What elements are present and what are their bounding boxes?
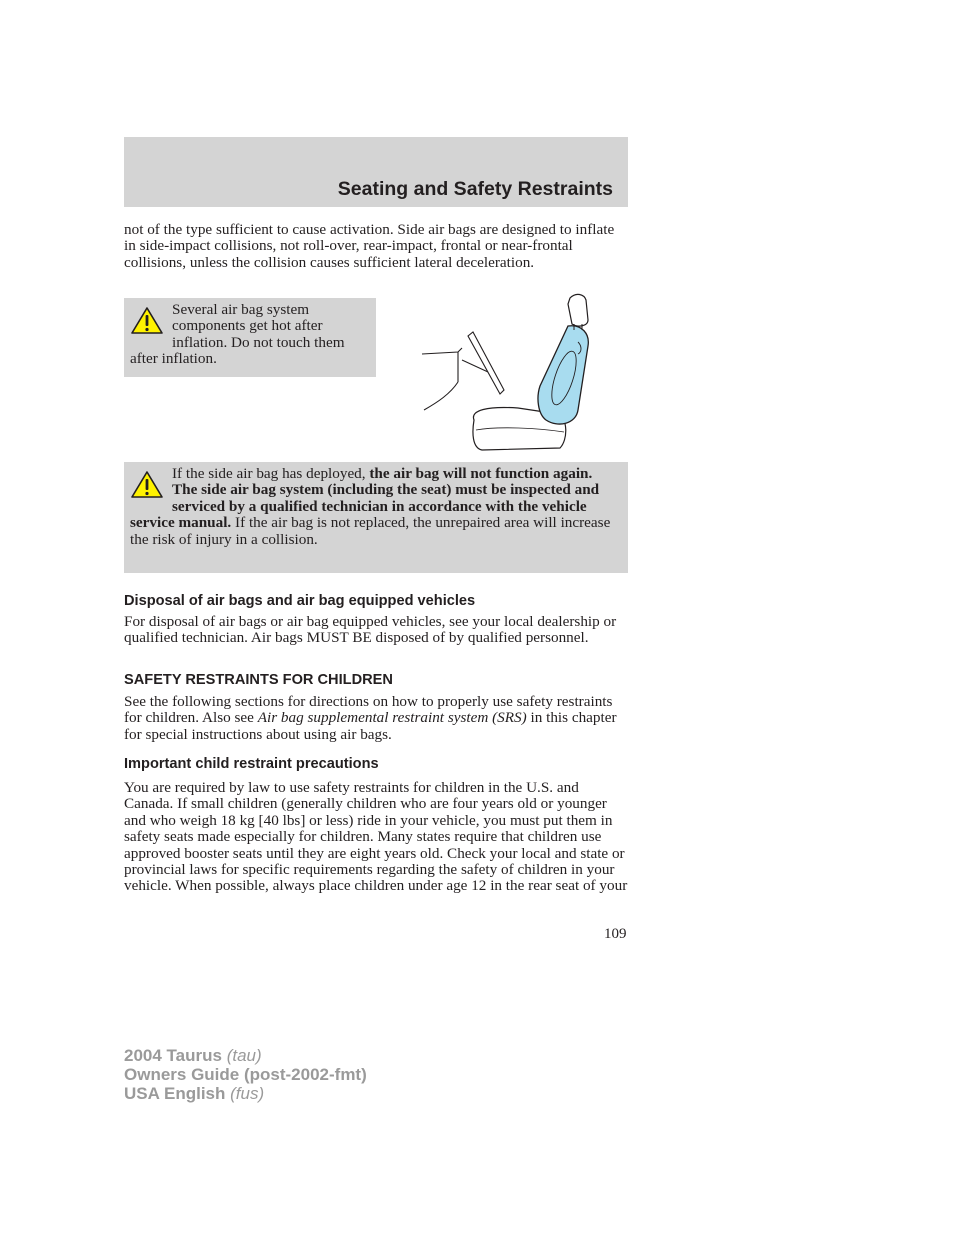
warning-text-part1: If the side air bag has deployed, [172, 465, 370, 482]
footer-info [124, 1046, 367, 1103]
warning-triangle-icon [130, 470, 164, 500]
warning-box-hot-components [124, 298, 376, 377]
footer-model: 2004 Taurus [124, 1046, 222, 1065]
srs-reference: Air bag supplemental restraint system (SRS) [257, 709, 527, 727]
footer-guide: Owners Guide (post-2002-fmt) [124, 1065, 367, 1084]
precautions-paragraph: You are required by law to use safety restraints for children in the U.S. and Canada. If small children (generally children who are four years old or younger and who weigh 18 kg [40 lbs] or less) ride in your vehicle, you must put them in safety seats made especially for children. Many states require that children use approved booster seats until they are eight years old. Check your local and state or provincial laws for specific requirements regarding the safety of children in your vehicle. When possible, always place children under age 12 in the rear seat of your [124, 779, 628, 895]
disposal-paragraph: For disposal of air bags or air bag equipped vehicles, see your local dealership or qualified technician. Air bags MUST BE disposed of by qualified personnel. [124, 613, 617, 647]
warning-text-part2: If the air bag is not replaced, the unrepaired area will increase the risk of injury in a collision. [130, 514, 611, 548]
children-text-part2: in this chapter for special instructions about using air bags. [124, 709, 617, 743]
warning-text-bold: the air bag will not function again. The side air bag system (including the seat) must be inspected and serviced by a qualified technician in accordance with the vehicle service manual. [130, 465, 600, 532]
intro-paragraph: not of the type sufficient to cause activation. Side air bags are designed to inflate in side-impact collisions, not roll-over, rear-impact, frontal or near-frontal collisions, unless the collision causes sufficient lateral deceleration. [124, 221, 615, 271]
header-band [124, 137, 628, 207]
page-title: Seating and Safety Restraints [337, 178, 613, 200]
seat-airbag-illustration [418, 290, 598, 456]
children-text-part1: See the following sections for directions on how to properly use safety restraints for children. Also see [124, 693, 613, 727]
footer-model-code: (tau) [221, 1046, 262, 1065]
warning-text: Several air bag system components get hot after inflation. Do not touch them after inflation. [130, 301, 345, 368]
footer-language: USA English [124, 1084, 226, 1103]
warning-box-side-airbag [124, 462, 628, 573]
disposal-heading: Disposal of air bags and air bag equipped vehicles [124, 593, 476, 609]
children-paragraph [124, 694, 628, 743]
footer-language-code: (fus) [225, 1084, 265, 1103]
precautions-heading: Important child restraint precautions [124, 756, 379, 772]
warning-triangle-icon [130, 306, 164, 336]
children-heading: SAFETY RESTRAINTS FOR CHILDREN [124, 672, 393, 688]
page-number: 109 [604, 926, 627, 942]
